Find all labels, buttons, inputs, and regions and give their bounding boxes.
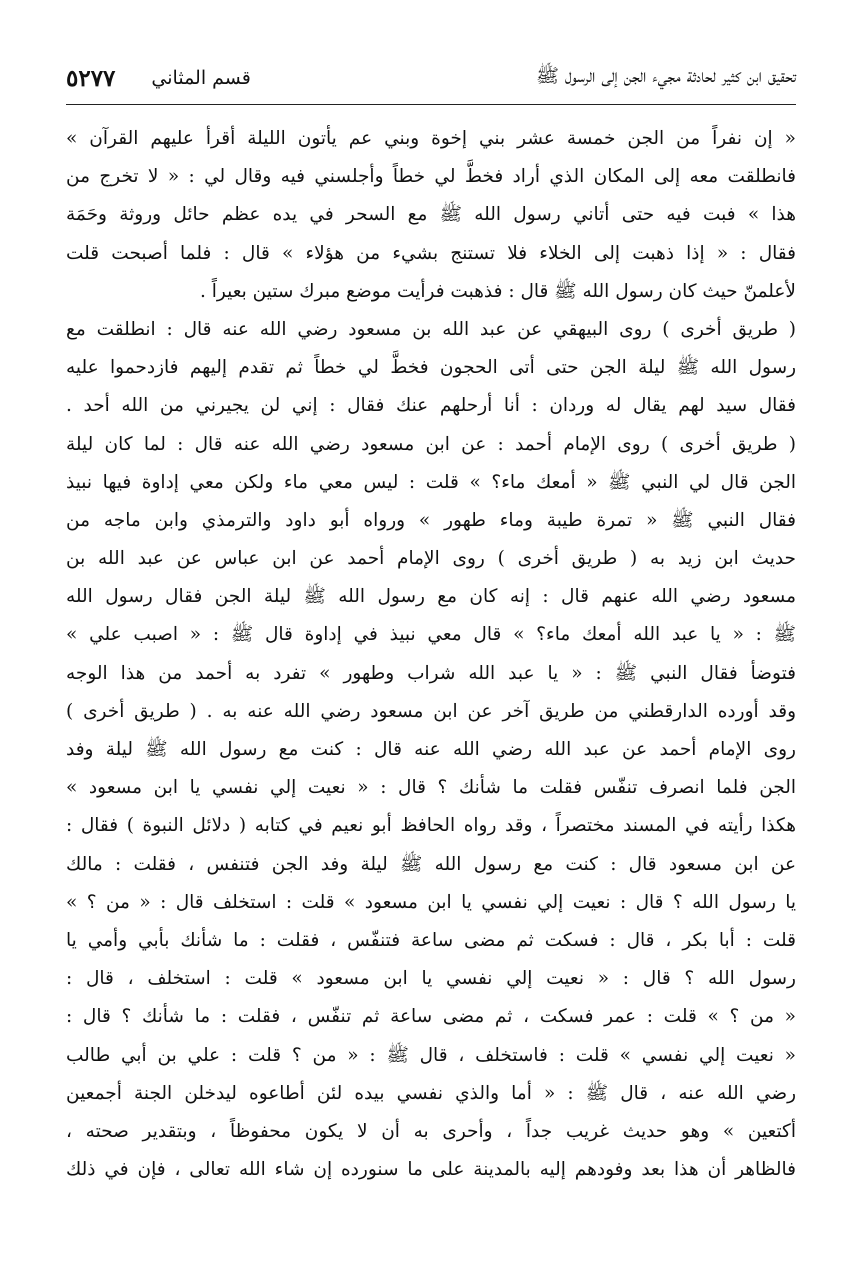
text-line: فانطلقت معه إلى المكان الذي أراد فخطَّ لي خطاً وأجلسني فيه وقال لي : « لا تخرج من [66,166,796,188]
text-line: فتوضأ فقال النبي ﷺ : « يا عبد الله شراب وطهور » تفرد به أحمد من هذا الوجه [66,662,796,684]
text-line: فقال سيد لهم يقال له وردان : أنا أرحلهم عنك فقال : إني لن يجيرني من الله أحد . [66,395,796,417]
text-line: عن ابن مسعود قال : كنت مع رسول الله ﷺ ليلة وفد الجن فتنفس ، فقلت : مالك [66,853,796,875]
text-line: هكذا رأيته في المسند مختصراً ، وقد رواه الحافظ أبو نعيم في كتابه ( دلائل النبوة ) فقال : [66,815,796,837]
text-line: فالظاهر أن هذا بعد وفودهم إليه بالمدينة على ما سنورده إن شاء الله تعالى ، فإن في ذلك [66,1159,796,1181]
text-line: ( طريق أخرى ) روى البيهقي عن عبد الله بن مسعود رضي الله عنه قال : انطلقت مع [66,318,796,340]
header-rule [66,104,796,105]
text-line: قلت : أبا بكر ، قال : فسكت ثم مضى ساعة فتنفّس ، فقلت : ما شأنك بأبي وأمي يا [66,929,796,951]
running-header [66,58,796,98]
text-line: « من ؟ » قلت : عمر فسكت ، ثم مضى ساعة ثم تنفّس ، فقلت : ما شأنك ؟ قال : [66,1006,796,1028]
text-line: فقال : « إذا ذهبت إلى الخلاء فلا تستنج بشيء من هؤلاء » قال : فلما أصبحت قلت [66,242,796,264]
text-line: رسول الله ؟ قال : « نعيت إلي نفسي يا ابن مسعود » قلت : استخلف ، قال : [66,968,796,990]
text-line: هذا » فبت فيه حتى أتاني رسول الله ﷺ مع السحر في يده عظم حائل وروثة وحَمَة [66,204,796,226]
running-title: تحقيق ابن كثير لحادثة مجيء الجن إلى الرسول ﷺ [535,65,796,87]
text-line: ( طريق أخرى ) روى الإمام أحمد : عن ابن مسعود رضي الله عنه قال : لما كان ليلة [66,433,796,455]
text-line: يا رسول الله ؟ قال : نعيت إلي نفسي يا ابن مسعود » قلت : استخلف قال : « من ؟ » [66,891,796,913]
body-text [66,120,796,1189]
text-line: حديث ابن زيد به ( طريق أخرى ) روى الإمام أحمد عن ابن عباس عن عبد الله بن [66,548,796,570]
text-line: أكتعين » وهو حديث غريب جداً ، وأحرى به أن لا يكون محفوظاً ، وبتقدير صحته ، [66,1120,796,1142]
text-line: الجن فلما انصرف تنفّس فقلت ما شأنك ؟ قال : « نعيت إلي نفسي يا ابن مسعود » [66,777,796,799]
section-label: قسم المثاني [151,67,251,89]
page-number: ٥٢٧٧ [66,64,116,92]
text-line: « إن نفراً من الجن خمسة عشر بني إخوة وبني عم يأتون الليلة أقرأ عليهم القرآن » [66,128,796,149]
text-line: لأعلمنّ حيث كان رسول الله ﷺ قال : فذهبت فرأيت موضع مبرك ستين بعيراً . [200,280,796,302]
text-line: « نعيت إلي نفسي » قلت : فاستخلف ، قال ﷺ : « من ؟ قلت : علي بن أبي طالب [66,1044,796,1066]
text-line: مسعود رضي الله عنهم قال : إنه كان مع رسول الله ﷺ ليلة الجن فقال رسول الله [66,586,796,608]
text-line: فقال النبي ﷺ « تمرة طيبة وماء طهور » ورواه أبو داود والترمذي وابن ماجه من [66,509,796,531]
text-line: رضي الله عنه ، قال ﷺ : « أما والذي نفسي بيده لئن أطاعوه ليدخلن الجنة أجمعين [66,1082,796,1104]
text-line: وقد أورده الدارقطني من طريق آخر عن ابن مسعود رضي الله عنه به . ( طريق أخرى ) [66,700,796,722]
text-line: ﷺ : « يا عبد الله أمعك ماء؟ » قال معي نبيذ في إداوة قال ﷺ : « اصبب علي » [66,624,796,646]
text-line: رسول الله ﷺ ليلة الجن حتى أتى الحجون فخطَّ لي خطاً ثم تقدم إليهم فازدحموا عليه [66,357,796,379]
text-line: روى الإمام أحمد عن عبد الله رضي الله عنه قال : كنت مع رسول الله ﷺ ليلة وفد [66,739,796,760]
text-line: الجن قال لي النبي ﷺ « أمعك ماء؟ » قلت : ليس معي ماء ولكن معي إداوة فيها نبيذ [66,471,796,493]
